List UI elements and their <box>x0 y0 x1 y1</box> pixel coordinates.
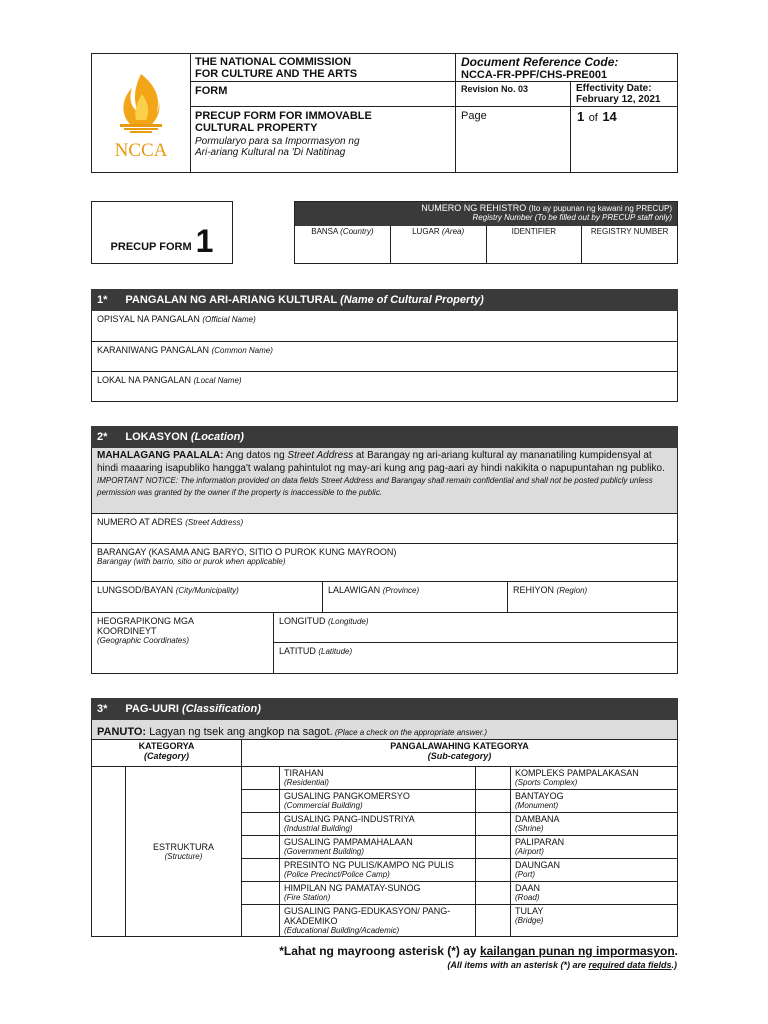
section1-title-en: (Name of Cultural Property) <box>340 294 484 306</box>
registry-col-area-label: LUGAR <box>412 227 440 236</box>
important-notice <box>91 448 678 514</box>
subcategory-item-fil: PALIPARAN <box>515 837 565 847</box>
registry-col-identifier[interactable] <box>487 226 583 263</box>
subcategory-item-fil: PRESINTO NG PULIS/KAMPO NG PULIS <box>284 860 454 870</box>
subcategory-item-fil: GUSALING PANG-INDUSTRIYA <box>284 814 415 824</box>
barangay-label: BARANGAY (KASAMA ANG BARYO, SITIO O PUROK KUNG MAYROON) <box>97 547 397 557</box>
footer-line2-end: .) <box>671 960 677 970</box>
local-name-en: (Local Name) <box>193 376 242 385</box>
subcategory-item-fil: GUSALING PAMPAMAHALAAN <box>284 837 413 847</box>
subcategory-header-en: (Sub-category) <box>427 751 492 761</box>
category-header <box>92 740 242 766</box>
registry-col-number-label: REGISTRY NUMBER <box>590 227 669 236</box>
page-label: Page <box>461 110 487 122</box>
subcategory-item-fil: KOMPLEKS PAMPALAKASAN <box>515 768 639 778</box>
subcategory-checkbox[interactable] <box>242 905 280 937</box>
precup-form-box <box>91 201 233 264</box>
subcategory-item-fil: DAAN <box>515 883 541 893</box>
subcategory-item <box>511 882 678 905</box>
header-org-cell <box>190 53 456 82</box>
subcategory-item-en: (Sports Complex) <box>515 778 578 787</box>
classification-header-row <box>91 740 678 767</box>
city-province-region-row <box>91 582 678 613</box>
org-name-line1: THE NATIONAL COMMISSION <box>195 56 352 68</box>
revision-cell <box>455 81 571 107</box>
precup-form-label: PRECUP FORM <box>110 241 192 253</box>
subcategory-checkbox[interactable] <box>242 813 280 836</box>
instr-en: (Place a check on the appropriate answer.) <box>332 728 488 737</box>
notice-label: MAHALAGANG PAALALA: <box>97 450 224 461</box>
footer-line1-end: . <box>674 944 678 958</box>
form-label: FORM <box>195 85 228 97</box>
registry-col-area-en: (Area) <box>441 227 465 236</box>
category-structure-fil: ESTRUKTURA <box>152 842 214 852</box>
geo-coordinates-en: (Geographic Coordinates) <box>97 636 190 645</box>
subcategory-item-fil: BANTAYOG <box>515 791 564 801</box>
subcategory-checkbox[interactable] <box>476 813 511 836</box>
common-name-field[interactable] <box>91 342 678 372</box>
registry-col-area[interactable] <box>391 226 487 263</box>
subcategory-item-en: (Commercial Building) <box>284 801 363 810</box>
subcategory-item-en: (Monument) <box>515 801 559 810</box>
subcategory-item <box>280 813 476 836</box>
longitude-label: LONGITUD <box>279 616 326 626</box>
official-name-field[interactable] <box>91 311 678 342</box>
subcategory-item-en: (Bridge) <box>515 916 544 925</box>
barangay-field[interactable] <box>91 544 678 582</box>
subcategory-item-en: (Port) <box>515 870 535 879</box>
street-address-label: NUMERO AT ADRES <box>97 517 183 527</box>
registry-title-note: (Ito ay pupunan ng kawani ng PRECUP) <box>528 204 672 213</box>
subcategory-header <box>242 740 677 766</box>
section1-number: 1* <box>97 294 108 306</box>
subcategory-item-fil: DAMBANA <box>515 814 560 824</box>
registry-col-country-label: BANSA <box>311 227 338 236</box>
registry-col-identifier-label: IDENTIFIER <box>511 227 557 236</box>
page-number-cell <box>570 106 678 173</box>
notice-en: IMPORTANT NOTICE: The information provided on data fields Street Address and Barangay shall remain confidential and shall not be posted publicly unless permission was granted by the owner if the property is inaccessible to the public. <box>97 476 653 497</box>
subcategory-item-en: (Shrine) <box>515 824 544 833</box>
page-of: of <box>588 112 598 124</box>
category-header-en: (Category) <box>143 751 189 761</box>
subcategory-checkbox[interactable] <box>242 767 280 790</box>
common-name-label: KARANIWANG PANGALAN <box>97 345 210 355</box>
subcategory-item <box>280 905 476 937</box>
effectivity-date: February 12, 2021 <box>576 94 661 105</box>
page-number: 1 <box>577 109 585 124</box>
subcategory-checkbox[interactable] <box>242 790 280 813</box>
subcategory-item-en: (Airport) <box>515 847 544 856</box>
subcategory-item-fil: TULAY <box>515 906 544 916</box>
category-structure-en: (Structure) <box>164 852 203 861</box>
classification-row <box>92 767 678 790</box>
subcategory-item <box>511 767 678 790</box>
form-title-line1: PRECUP FORM FOR IMMOVABLE <box>195 110 372 122</box>
notice-fil-b: at Barangay ng ari-ariang kultural ay mananatiling kumpidensyal at hindi maaaring isapubliko hangga't walang pahintulot ng may-ari kung ang pag-aari ay hindi nakikita o napupuntahan ng publiko. <box>97 450 665 474</box>
subcategory-item-en: (Fire Station) <box>284 893 331 902</box>
city-en: (City/Municipality) <box>175 586 239 595</box>
official-name-en: (Official Name) <box>202 315 256 324</box>
registry-col-number[interactable] <box>582 226 677 263</box>
subcategory-item <box>280 836 476 859</box>
subcategory-item <box>280 859 476 882</box>
latitude-en: (Latitude) <box>318 647 353 656</box>
latitude-field[interactable] <box>274 643 677 673</box>
latitude-label: LATITUD <box>279 646 316 656</box>
local-name-label: LOKAL NA PANGALAN <box>97 375 192 385</box>
city-field[interactable] <box>92 582 323 612</box>
subcategory-item <box>511 859 678 882</box>
form-subtitle-line1: Pormularyo para sa Impormasyon ng <box>195 136 360 147</box>
section3-header <box>91 698 678 720</box>
ncca-logo-text: NCCA <box>114 140 168 161</box>
section3-title-en: (Classification) <box>182 703 261 715</box>
doc-ref-cell <box>455 53 678 82</box>
header-form-cell <box>190 81 456 107</box>
section2-title-en: (Location) <box>190 431 244 443</box>
barangay-en: Barangay (with barrio, sitio or purok when applicable) <box>97 557 286 566</box>
notice-fil-em: Street Address <box>287 450 354 461</box>
section3-title: PAG-UURI <box>125 703 179 715</box>
revision-number: Revision No. 03 <box>461 84 529 94</box>
effectivity-label: Effectivity Date: <box>576 83 652 94</box>
subcategory-item <box>280 882 476 905</box>
subcategory-checkbox[interactable] <box>476 859 511 882</box>
category-structure-label <box>126 767 242 937</box>
region-field[interactable] <box>508 582 677 612</box>
province-label: LALAWIGAN <box>328 585 381 595</box>
effectivity-cell <box>570 81 678 107</box>
coordinates-row <box>91 613 678 674</box>
geo-coordinates-label-cell <box>92 613 274 673</box>
doc-ref-code: NCCA-FR-PPF/CHS-PRE001 <box>461 69 608 81</box>
subcategory-item-en: (Educational Building/Academic) <box>284 926 400 935</box>
longitude-field[interactable] <box>274 613 677 643</box>
notice-fil-a: Ang datos ng <box>223 450 288 461</box>
footer-line2-a: (All items with an asterisk (*) are <box>447 960 589 970</box>
subcategory-item <box>511 790 678 813</box>
subcategory-checkbox[interactable] <box>242 859 280 882</box>
subcategory-item-en: (Industrial Building) <box>284 824 353 833</box>
official-name-label: OPISYAL NA PANGALAN <box>97 314 200 324</box>
registry-number-box <box>294 201 678 264</box>
registry-col-country[interactable] <box>295 226 391 263</box>
province-field[interactable] <box>323 582 508 612</box>
registry-title: NUMERO NG REHISTRO <box>421 203 527 213</box>
org-name-line2: FOR CULTURE AND THE ARTS <box>195 68 358 80</box>
footer-note-fil <box>279 944 678 958</box>
subcategory-item <box>511 813 678 836</box>
section3-instructions <box>91 720 678 740</box>
subcategory-item-fil: GUSALING PANG-EDUKASYON/ PANG-AKADEMIKO <box>284 906 451 926</box>
ncca-flame-logo <box>92 54 190 172</box>
footer-line1-u: kailangan punan ng impormasyon <box>479 944 675 958</box>
subcategory-item-en: (Government Building) <box>284 847 365 856</box>
street-address-en: (Street Address) <box>185 518 244 527</box>
page-total: 14 <box>602 109 617 124</box>
city-label: LUNGSOD/BAYAN <box>97 585 174 595</box>
instr-label: PANUTO: <box>97 726 147 738</box>
subcategory-item-fil: DAUNGAN <box>515 860 561 870</box>
section2-number: 2* <box>97 431 108 443</box>
header-title-cell <box>190 106 456 173</box>
category-header-label: KATEGORYA <box>138 741 195 751</box>
subcategory-item-en: (Residential) <box>284 778 329 787</box>
subcategory-item-en: (Road) <box>515 893 540 902</box>
common-name-en: (Common Name) <box>211 346 273 355</box>
section2-title: LOKASYON <box>125 431 188 443</box>
registry-col-country-en: (Country) <box>340 227 374 236</box>
section1-title: PANGALAN NG ARI-ARIANG KULTURAL <box>125 294 338 306</box>
province-en: (Province) <box>382 586 420 595</box>
header-logo-cell <box>91 53 191 173</box>
subcategory-checkbox[interactable] <box>242 836 280 859</box>
section2-header <box>91 426 678 448</box>
subcategory-item-fil: GUSALING PANGKOMERSYO <box>284 791 410 801</box>
subcategory-checkbox[interactable] <box>476 836 511 859</box>
category-checkbox-structure[interactable] <box>92 767 126 937</box>
subcategory-item <box>280 767 476 790</box>
subcategory-item-en: (Police Precinct/Police Camp) <box>284 870 390 879</box>
subcategory-header-label: PANGALAWAHING KATEGORYA <box>390 741 529 751</box>
subcategory-checkbox[interactable] <box>476 767 511 790</box>
local-name-field[interactable] <box>91 372 678 402</box>
subcategory-item <box>511 905 678 937</box>
subcategory-checkbox[interactable] <box>476 905 511 937</box>
section3-number: 3* <box>97 703 108 715</box>
registry-subtitle: Registry Number (To be filled out by PRECUP staff only) <box>472 213 672 222</box>
doc-ref-label: Document Reference Code: <box>461 55 619 69</box>
form-title-line2: CULTURAL PROPERTY <box>195 122 318 134</box>
footer-note-en <box>447 960 677 970</box>
precup-form-number: 1 <box>195 223 214 259</box>
subcategory-item <box>511 836 678 859</box>
subcategory-item-fil: HIMPILAN NG PAMATAY-SUNOG <box>284 883 421 893</box>
region-label: REHIYON <box>513 585 555 595</box>
subcategory-checkbox[interactable] <box>242 882 280 905</box>
region-en: (Region) <box>556 586 588 595</box>
street-address-field[interactable] <box>91 514 678 544</box>
footer-line1-a: *Lahat ng mayroong asterisk (*) ay <box>279 944 480 958</box>
page-label-cell <box>455 106 571 173</box>
footer-line2-u: required data fields <box>588 960 672 970</box>
subcategory-checkbox[interactable] <box>476 790 511 813</box>
section1-header <box>91 289 678 311</box>
classification-table <box>91 766 678 937</box>
subcategory-item <box>280 790 476 813</box>
instr-fil: Lagyan ng tsek ang angkop na sagot. <box>146 726 333 738</box>
subcategory-item-fil: TIRAHAN <box>284 768 324 778</box>
subcategory-checkbox[interactable] <box>476 882 511 905</box>
longitude-en: (Longitude) <box>328 617 369 626</box>
geo-coordinates-label: HEOGRAPIKONG MGA KOORDINEYT <box>97 616 194 636</box>
form-subtitle-line2: Ari-ariang Kultural na 'Di Natitinag <box>195 147 346 158</box>
